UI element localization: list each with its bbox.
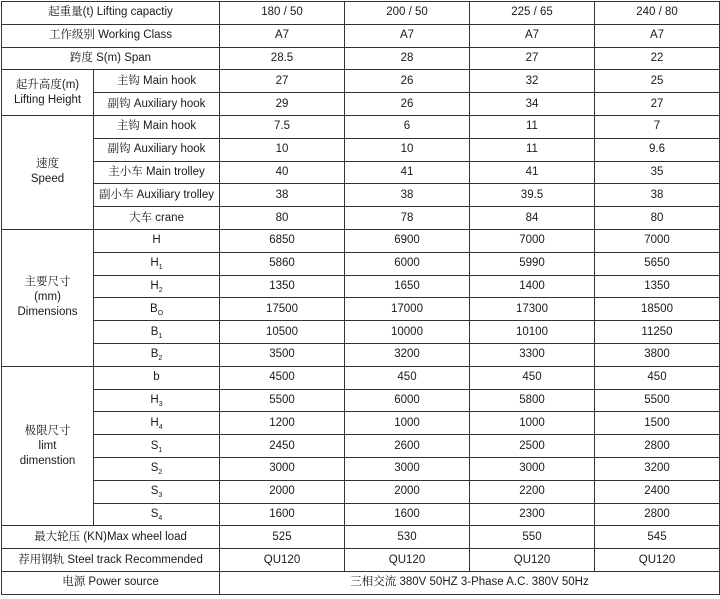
value-cell: 2600 (345, 435, 470, 458)
value-cell: 40 (220, 161, 345, 184)
value-cell: 5990 (470, 252, 595, 275)
value-cell: 28 (345, 47, 470, 70)
table-row (2, 275, 720, 298)
value-cell: 5500 (220, 389, 345, 412)
table-row (2, 115, 720, 138)
symbol-cell (94, 412, 220, 435)
group-label-line: 起升高度(m) (15, 78, 80, 91)
table-row (2, 343, 720, 366)
value-cell: 28.5 (220, 47, 345, 70)
group-label-line: (mm) (34, 291, 61, 304)
table-row (2, 549, 720, 572)
sub-label: 主钩 Main hook (94, 115, 220, 138)
symbol-subscript: 4 (158, 423, 163, 431)
value-cell: 2300 (470, 503, 595, 526)
table-row (2, 229, 720, 252)
symbol-cell (94, 298, 220, 321)
value-cell: 27 (595, 93, 720, 116)
value-cell: 26 (345, 93, 470, 116)
value-cell: 38 (345, 184, 470, 207)
symbol-subscript: 3 (158, 492, 163, 500)
symbol-subscript: 4 (158, 514, 163, 522)
table-row (2, 93, 720, 116)
table-row (2, 207, 720, 230)
value-cell: 3300 (470, 343, 595, 366)
symbol-subscript: 1 (158, 264, 163, 272)
row-label: 跨度 S(m) Span (2, 47, 220, 70)
value-cell: 84 (470, 207, 595, 230)
group-label-line: Lifting Height (13, 93, 82, 106)
symbol-letter: H (152, 234, 161, 247)
header-model: 200 / 50 (345, 2, 470, 25)
value-cell: 5860 (220, 252, 345, 275)
group-label-line: 主要尺寸 (24, 276, 71, 289)
sub-label: 副钩 Auxiliary hook (94, 138, 220, 161)
value-cell: 6000 (345, 252, 470, 275)
value-cell: 10000 (345, 321, 470, 344)
value-cell: A7 (595, 24, 720, 47)
table-row (2, 503, 720, 526)
value-cell: 6 (345, 115, 470, 138)
value-cell: 7 (595, 115, 720, 138)
value-cell: 11 (470, 115, 595, 138)
value-cell: 18500 (595, 298, 720, 321)
value-cell: 1000 (470, 412, 595, 435)
symbol-subscript: 3 (158, 400, 163, 408)
symbol-subscript: O (157, 309, 164, 317)
sub-label: 主钩 Main hook (94, 70, 220, 93)
value-cell: 1350 (595, 275, 720, 298)
table-row (2, 412, 720, 435)
value-cell: 3000 (345, 457, 470, 480)
value-cell: 26 (345, 70, 470, 93)
value-cell: A7 (345, 24, 470, 47)
value-cell: 1600 (220, 503, 345, 526)
value-cell: 1650 (345, 275, 470, 298)
symbol-subscript: 2 (158, 469, 163, 477)
symbol-letter: S (150, 439, 159, 452)
group-label-limit_dimension (2, 366, 94, 526)
group-label-line: dimenstion (19, 454, 76, 467)
value-cell: 11250 (595, 321, 720, 344)
symbol-cell (94, 252, 220, 275)
value-cell: 1350 (220, 275, 345, 298)
value-cell: 27 (220, 70, 345, 93)
value-cell: 29 (220, 93, 345, 116)
value-cell: 11 (470, 138, 595, 161)
value-cell: 2000 (220, 480, 345, 503)
value-cell: 10 (220, 138, 345, 161)
header-row (2, 2, 720, 25)
symbol-letter: b (153, 371, 160, 384)
header-label: 起重量(t) Lifting capactiy (2, 2, 220, 25)
table-row (2, 526, 720, 549)
table-row (2, 47, 720, 70)
value-cell: 32 (470, 70, 595, 93)
value-cell: 5500 (595, 389, 720, 412)
group-label-line: limt (38, 439, 57, 452)
symbol-cell (94, 321, 220, 344)
value-cell: QU120 (470, 549, 595, 572)
value-cell: 6000 (345, 389, 470, 412)
symbol-letter: B (150, 325, 159, 338)
symbol-cell (94, 343, 220, 366)
value-cell: 1400 (470, 275, 595, 298)
value-cell: 450 (595, 366, 720, 389)
value-cell: 2500 (470, 435, 595, 458)
value-cell: 78 (345, 207, 470, 230)
power-label: 电源 Power source (2, 571, 220, 594)
symbol-letter: H (150, 257, 159, 270)
table-row (2, 138, 720, 161)
symbol-cell (94, 503, 220, 526)
symbol-letter: S (150, 462, 159, 475)
value-cell: 3000 (220, 457, 345, 480)
value-cell: 10100 (470, 321, 595, 344)
value-cell: 3200 (345, 343, 470, 366)
group-label-line: 速度 (36, 158, 59, 171)
value-cell: QU120 (220, 549, 345, 572)
value-cell: 6900 (345, 229, 470, 252)
symbol-letter: H (150, 416, 159, 429)
sub-label: 主小车 Main trolley (94, 161, 220, 184)
row-label: 荐用钢轨 Steel track Recommended (2, 549, 220, 572)
value-cell: QU120 (345, 549, 470, 572)
value-cell: 2800 (595, 435, 720, 458)
row-label: 最大轮压 (KN)Max wheel load (2, 526, 220, 549)
value-cell: 450 (345, 366, 470, 389)
value-cell: 9.6 (595, 138, 720, 161)
symbol-cell (94, 435, 220, 458)
value-cell: 17300 (470, 298, 595, 321)
symbol-subscript: 2 (158, 286, 163, 294)
group-label-dimensions (2, 229, 94, 366)
symbol-cell (94, 366, 220, 389)
value-cell: 41 (345, 161, 470, 184)
value-cell: 5650 (595, 252, 720, 275)
value-cell: 10 (345, 138, 470, 161)
value-cell: 2400 (595, 480, 720, 503)
value-cell: 38 (220, 184, 345, 207)
value-cell: 1500 (595, 412, 720, 435)
table-row (2, 321, 720, 344)
value-cell: 17500 (220, 298, 345, 321)
value-cell: 38 (595, 184, 720, 207)
value-cell: 530 (345, 526, 470, 549)
power-row (2, 571, 720, 594)
table-row (2, 366, 720, 389)
value-cell: 2450 (220, 435, 345, 458)
value-cell: 10500 (220, 321, 345, 344)
value-cell: 545 (595, 526, 720, 549)
value-cell: 3500 (220, 343, 345, 366)
value-cell: 3000 (470, 457, 595, 480)
value-cell: 3200 (595, 457, 720, 480)
header-model: 225 / 65 (470, 2, 595, 25)
table-row (2, 298, 720, 321)
symbol-subscript: 1 (158, 446, 163, 454)
value-cell: 450 (470, 366, 595, 389)
value-cell: 27 (470, 47, 595, 70)
value-cell: QU120 (595, 549, 720, 572)
spec-table (1, 1, 720, 595)
symbol-letter: H (150, 393, 159, 406)
table-row (2, 184, 720, 207)
header-model: 180 / 50 (220, 2, 345, 25)
value-cell: 550 (470, 526, 595, 549)
value-cell: A7 (470, 24, 595, 47)
table-row (2, 252, 720, 275)
value-cell: 1000 (345, 412, 470, 435)
symbol-cell (94, 275, 220, 298)
value-cell: 35 (595, 161, 720, 184)
symbol-subscript: 2 (158, 355, 163, 363)
header-model: 240 / 80 (595, 2, 720, 25)
group-label-line: 极限尺寸 (24, 424, 71, 437)
group-label-lifting_height (2, 70, 94, 116)
value-cell: 6850 (220, 229, 345, 252)
table-row (2, 480, 720, 503)
value-cell: 1200 (220, 412, 345, 435)
table-row (2, 70, 720, 93)
value-cell: 525 (220, 526, 345, 549)
value-cell: 2800 (595, 503, 720, 526)
value-cell: 5800 (470, 389, 595, 412)
sub-label: 副钩 Auxiliary hook (94, 93, 220, 116)
table-row (2, 435, 720, 458)
table-row (2, 457, 720, 480)
value-cell: 7.5 (220, 115, 345, 138)
value-cell: 2000 (345, 480, 470, 503)
value-cell: 2200 (470, 480, 595, 503)
value-cell: 34 (470, 93, 595, 116)
value-cell: 22 (595, 47, 720, 70)
value-cell: 3800 (595, 343, 720, 366)
symbol-letter: S (150, 507, 159, 520)
row-label: 工作级别 Working Class (2, 24, 220, 47)
value-cell: 1600 (345, 503, 470, 526)
power-value: 三相交流 380V 50HZ 3-Phase A.C. 380V 50Hz (220, 571, 720, 594)
value-cell: 4500 (220, 366, 345, 389)
symbol-letter: B (149, 302, 158, 315)
table-row (2, 389, 720, 412)
group-label-speed (2, 115, 94, 229)
symbol-letter: H (150, 279, 159, 292)
value-cell: 39.5 (470, 184, 595, 207)
sub-label: 大车 crane (94, 207, 220, 230)
value-cell: 17000 (345, 298, 470, 321)
symbol-letter: S (150, 485, 159, 498)
group-label-line: Speed (30, 173, 65, 186)
value-cell: A7 (220, 24, 345, 47)
value-cell: 80 (220, 207, 345, 230)
value-cell: 25 (595, 70, 720, 93)
table-row (2, 161, 720, 184)
value-cell: 7000 (470, 229, 595, 252)
table-row (2, 24, 720, 47)
symbol-cell (94, 457, 220, 480)
value-cell: 41 (470, 161, 595, 184)
sub-label: 副小车 Auxiliary trolley (94, 184, 220, 207)
group-label-line: Dimensions (17, 306, 78, 319)
symbol-letter: B (150, 348, 159, 361)
symbol-cell (94, 389, 220, 412)
symbol-cell (94, 480, 220, 503)
value-cell: 80 (595, 207, 720, 230)
symbol-cell (94, 229, 220, 252)
value-cell: 7000 (595, 229, 720, 252)
symbol-subscript: 1 (158, 332, 163, 340)
